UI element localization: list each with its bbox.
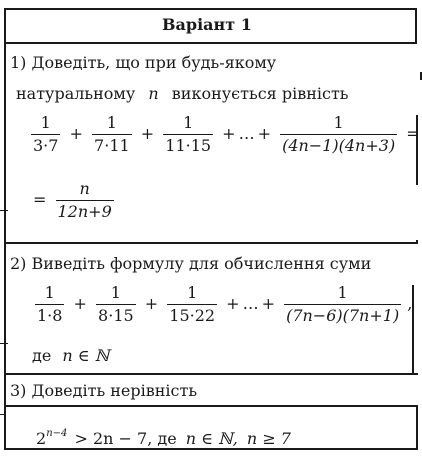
- task3-cond2: n ≥ 7: [246, 429, 291, 448]
- task2-divider: [4, 373, 418, 375]
- fraction: $\frac{1}{1\cdot 8}$: [37, 283, 63, 325]
- frame-right-b: [416, 240, 418, 244]
- fraction: $\frac{1}{8\cdot 15}$: [98, 283, 134, 325]
- scan-tick: [0, 343, 8, 344]
- fraction: $\frac{1}{15\cdot 22}$: [169, 283, 216, 325]
- frame-right-d: [416, 405, 418, 449]
- frame-top: [4, 8, 416, 10]
- task2-where-cond: n ∈ ℕ: [62, 346, 110, 365]
- scan-tick: [0, 210, 8, 211]
- task3-divider: [4, 405, 418, 407]
- fraction-general-term: $\frac{1}{(4n-1)(4n+3)}$: [282, 113, 396, 155]
- task1-line1: 1) Доведіть, що при будь-якому: [10, 53, 277, 72]
- fraction-general-term: $\frac{1}{(7n-6)(7n+1)}$: [286, 283, 400, 325]
- frame-right-e: [420, 72, 422, 80]
- task1-line2: [16, 84, 349, 104]
- fraction: $\frac{1}{3\cdot 7}$: [33, 113, 59, 155]
- task1-var-n: n: [148, 84, 159, 103]
- scan-tick: [0, 414, 6, 415]
- frame-left: [4, 8, 6, 448]
- task1-divider: [4, 242, 418, 244]
- ellipsis: …: [242, 294, 259, 313]
- task3-ineq: > 2n − 7, де: [74, 429, 177, 448]
- page-title: Варіант 1: [162, 15, 252, 34]
- fraction: $\frac{1}{7\cdot 11}$: [94, 113, 130, 155]
- title-divider: [4, 42, 416, 44]
- task2-sum-expression: $\frac{1}{1\cdot 8}$ + $\frac{1}{8\cdot 15}$ + $\frac{1}{15\cdot 22}$ + … + $\frac{1}{(7n-6)(7n+1)}$ ,: [37, 283, 413, 325]
- task3-line1: 3) Доведіть нерівність: [10, 381, 198, 400]
- task1-rhs: = $\frac{n}{12n+9}$: [33, 179, 112, 221]
- task3-base: 2: [36, 429, 47, 448]
- task1-line2-post: виконується рівність: [171, 84, 349, 103]
- task2-condition: [32, 346, 109, 366]
- task1-sum-equation: $\frac{1}{3\cdot 7}$ + $\frac{1}{7\cdot 11}$ + $\frac{1}{11\cdot 15}$ + … + $\frac{1}{(4n-1)(4n+3)}$ =: [33, 113, 420, 155]
- frame-right-a: [415, 8, 417, 44]
- task3-cond1: n ∈ ℕ,: [185, 429, 238, 448]
- task2-line1: 2) Виведіть формулу для обчислення суми: [10, 254, 372, 273]
- task1-line2-pre: натуральному: [16, 84, 136, 103]
- task3-exponent: n−4: [46, 428, 68, 439]
- fraction-rhs: $\frac{n}{12n+9}$: [57, 179, 112, 221]
- fraction: $\frac{1}{11\cdot 15}$: [165, 113, 212, 155]
- task3-inequality: [36, 424, 291, 449]
- task2-where: де: [32, 346, 52, 365]
- ellipsis: …: [238, 124, 255, 143]
